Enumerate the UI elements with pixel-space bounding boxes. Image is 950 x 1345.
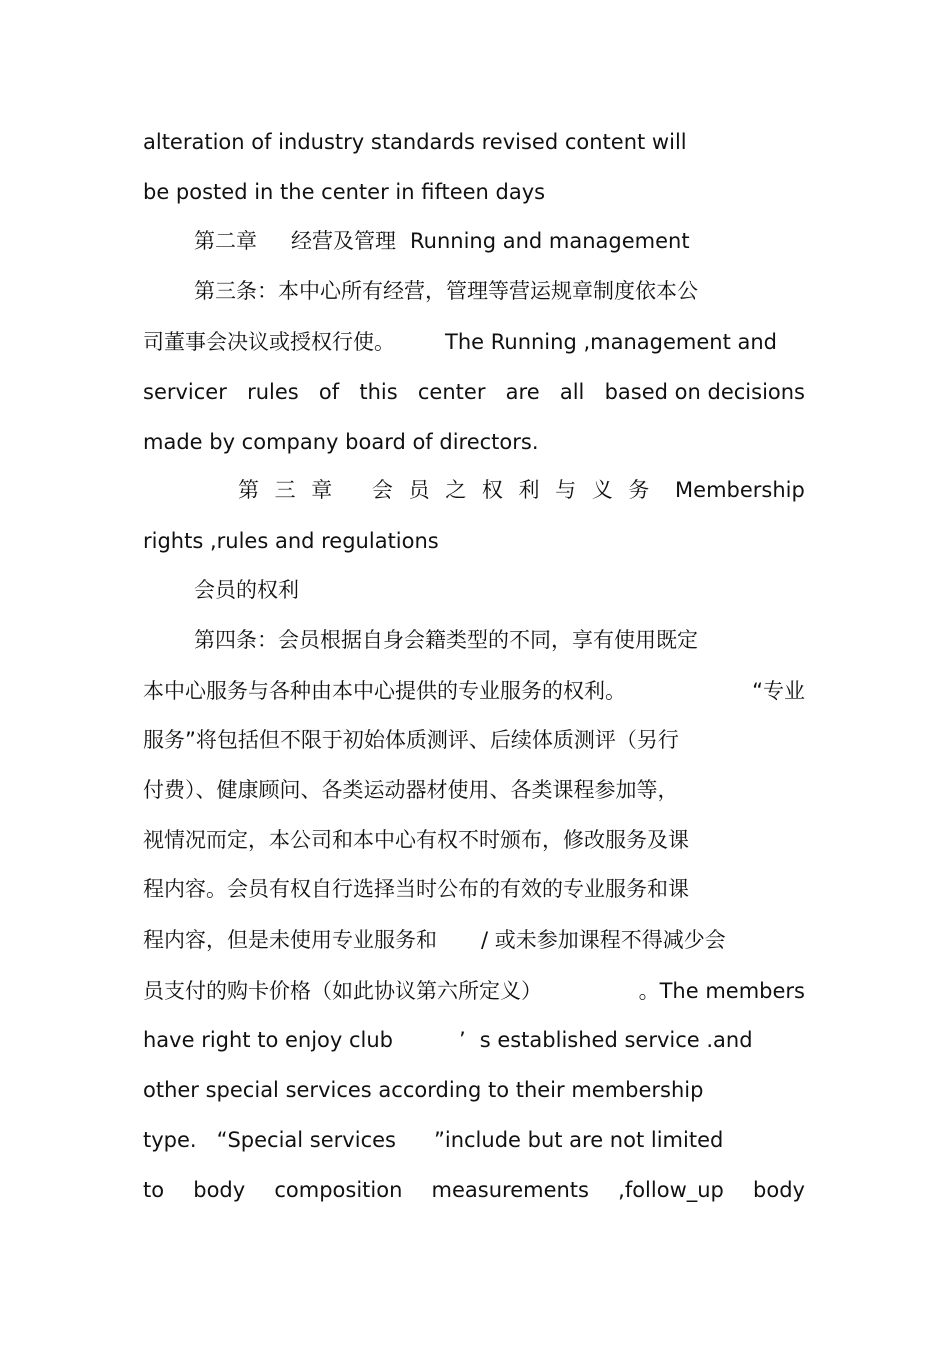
word: of [318, 380, 340, 404]
text-segment: ’ [459, 1028, 466, 1052]
text-segment: 本中心服务与各种由本中心提供的专业服务的权利。 [143, 679, 626, 703]
heading-char: 之 [445, 478, 467, 502]
text-line: rights ,rules and regulations [143, 529, 439, 553]
heading-char: 义 [591, 478, 613, 502]
section-heading: 会员的权利 [194, 578, 299, 602]
heading-char: 章 [311, 478, 333, 502]
chapter-title-cn: 经营及管理 [291, 229, 396, 253]
chapter-2-heading [194, 227, 690, 255]
heading-char: 会 [371, 478, 393, 502]
text-segment: have right to enjoy club [143, 1028, 394, 1052]
text-line: made by company board of directors. [143, 430, 539, 454]
text-line [143, 977, 805, 1005]
chapter-title-en: Running and management [410, 229, 690, 253]
text-line: 服务”将包括但不限于初始体质测评、后续体质测评（另行 [143, 728, 679, 752]
text-line [143, 1126, 723, 1154]
chapter-number: 第二章 [194, 229, 257, 253]
chapter-3-heading [238, 476, 805, 504]
text-line [143, 378, 805, 406]
text-segment: The Running ,management and [445, 330, 777, 354]
text-line [143, 1176, 805, 1204]
word: based on decisions [604, 380, 805, 404]
text-segment: ”include but are not limited [433, 1128, 724, 1152]
word: center [417, 380, 486, 404]
text-line [143, 1026, 753, 1054]
text-segment: “专业 [752, 679, 805, 703]
text-segment: 司董事会决议或授权行使。 [143, 330, 395, 354]
word: body [753, 1178, 805, 1202]
heading-char: 权 [481, 478, 503, 502]
heading-char: 员 [408, 478, 430, 502]
text-segment: 。The members [638, 979, 805, 1003]
heading-word: Membership [675, 478, 805, 502]
text-segment: s established service .and [479, 1028, 753, 1052]
text-line [143, 677, 805, 705]
text-segment: 员支付的购卡价格（如此协议第六所定义） [143, 979, 542, 1003]
heading-char: 第 [238, 478, 259, 502]
word: to [143, 1178, 165, 1202]
heading-char: 与 [555, 478, 577, 502]
word: body [193, 1178, 246, 1202]
heading-char: 务 [628, 478, 650, 502]
text-line: other special services according to their membership [143, 1078, 704, 1102]
text-line: 第四条：会员根据自身会籍类型的不同，享有使用既定 [194, 628, 698, 652]
text-line: 第三条：本中心所有经营，管理等营运规章制度依本公 [194, 279, 698, 303]
word: ,follow_up [618, 1178, 724, 1202]
word: composition [274, 1178, 403, 1202]
text-line: 付费）、健康顾问、各类运动器材使用、各类课程参加等， [143, 778, 679, 802]
text-line: 视情况而定，本公司和本中心有权不时颁布，修改服务及课 [143, 828, 689, 852]
text-segment: 程内容，但是未使用专业服务和 [143, 928, 437, 952]
word: this [359, 380, 398, 404]
word: all [559, 380, 585, 404]
heading-char: 三 [274, 478, 296, 502]
text-line: alteration of industry standards revised content will [143, 130, 687, 154]
text-segment: “Special services [216, 1128, 396, 1152]
text-line [143, 328, 777, 356]
word: servicer [143, 380, 227, 404]
text-segment: type. [143, 1128, 197, 1152]
text-line: be posted in the center in fifteen days [143, 180, 546, 204]
text-segment: / 或未参加课程不得减少会 [481, 928, 726, 952]
word: rules [247, 380, 299, 404]
heading-char: 利 [518, 478, 540, 502]
text-line: 程内容。会员有权自行选择当时公布的有效的专业服务和课 [143, 877, 689, 901]
word: measurements [431, 1178, 589, 1202]
word: are [505, 380, 540, 404]
text-line [143, 926, 726, 954]
